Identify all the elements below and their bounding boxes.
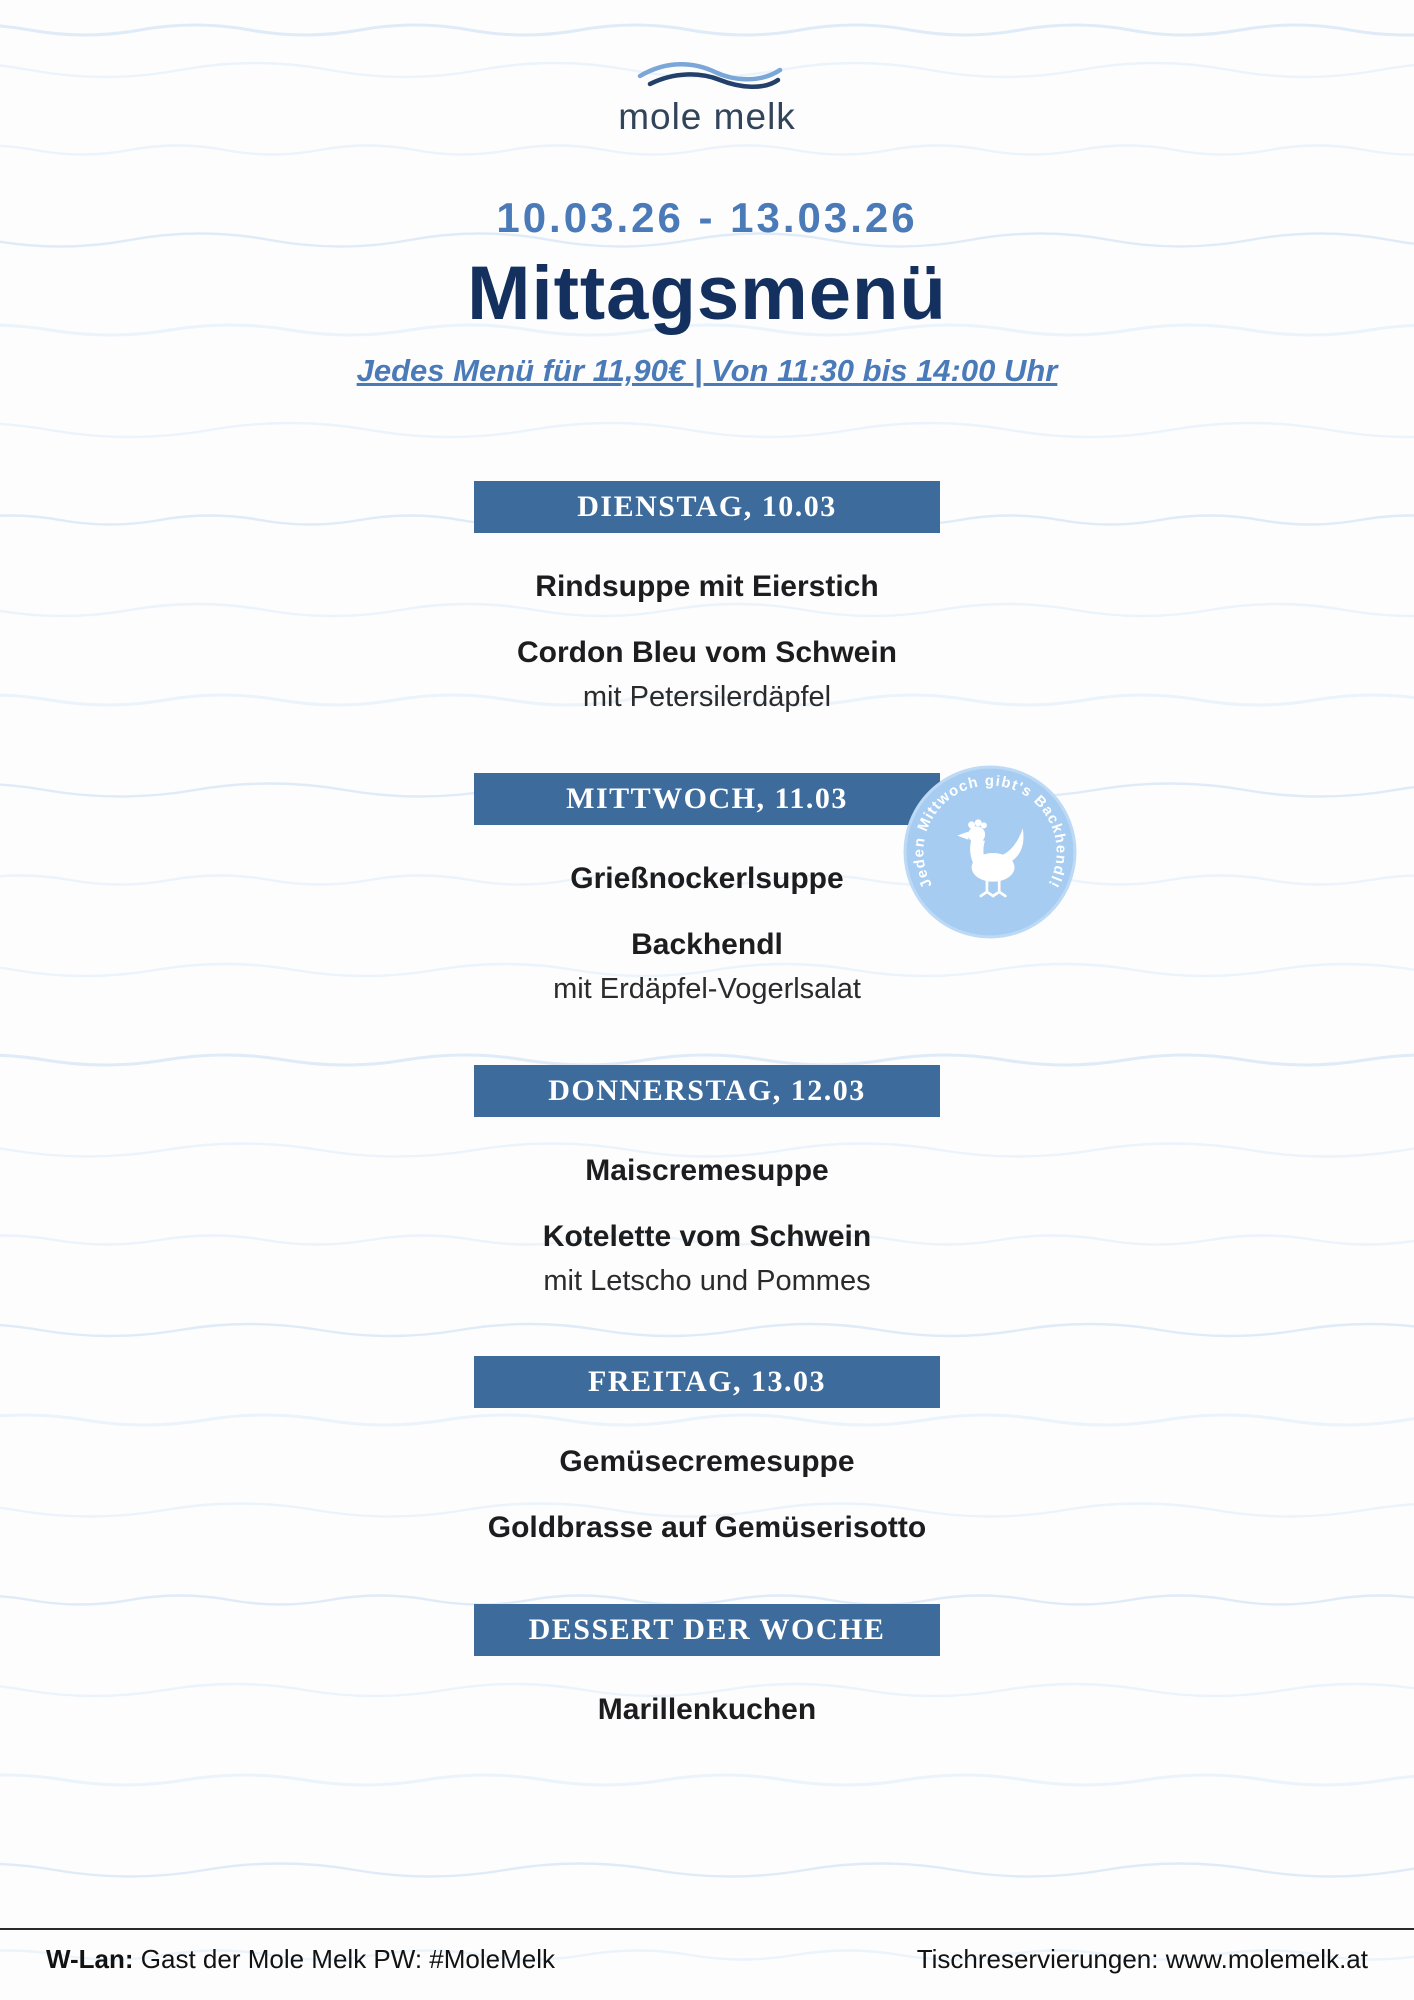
day-header: DIENSTAG, 10.03	[474, 481, 940, 533]
dish-main: Gemüsecremesuppe	[559, 1445, 855, 1479]
dish-main: Goldbrasse auf Gemüserisotto	[487, 1511, 927, 1545]
day-header: DONNERSTAG, 12.03	[474, 1065, 940, 1117]
badge-circular-text: Jeden Mittwoch gibt's Backhendl!	[911, 773, 1069, 891]
dish-main: Marillenkuchen	[597, 1693, 817, 1727]
dish-main: Backhendl	[631, 927, 783, 961]
menu-section	[0, 1356, 1414, 1546]
dish-main: Maiscremesuppe	[585, 1153, 829, 1187]
day-header: FREITAG, 13.03	[474, 1356, 940, 1408]
dish	[0, 1153, 1414, 1189]
dish	[0, 1444, 1414, 1480]
dish	[0, 635, 1414, 715]
date-range: 10.03.26 - 13.03.26	[496, 194, 918, 241]
dish-main: Kotelette vom Schwein	[542, 1219, 872, 1253]
menu-section	[0, 1604, 1414, 1728]
wifi-text: Gast der Mole Melk PW: #MoleMelk	[133, 1944, 555, 1974]
menu-subtitle: Jedes Menü für 11,90€ | Von 11:30 bis 14:00 Uhr	[356, 353, 1058, 388]
dish	[0, 1510, 1414, 1546]
dish	[0, 1219, 1414, 1299]
dish-side: mit Erdäpfel-Vogerlsalat	[553, 972, 861, 1005]
logo-text: mole melk	[618, 96, 796, 137]
logo-waves-icon	[612, 52, 802, 96]
dish	[0, 861, 1414, 897]
page-title: Mittagsmenü	[467, 251, 947, 336]
day-header: DESSERT DER WOCHE	[474, 1604, 940, 1656]
dish	[0, 927, 1414, 1007]
wifi-info	[46, 1944, 555, 1975]
dish-side: mit Petersilerdäpfel	[582, 681, 832, 713]
dish	[0, 1692, 1414, 1728]
weekly-special-badge	[903, 765, 1077, 939]
dish-main: Rindsuppe mit Eierstich	[535, 570, 879, 603]
reservation-info: Tischreservierungen: www.molemelk.at	[916, 1944, 1368, 1974]
dish-main: Grießnockerlsuppe	[570, 861, 844, 895]
day-header: MITTWOCH, 11.03	[474, 773, 940, 825]
footer-divider	[0, 1928, 1414, 1930]
menu-sections	[0, 481, 1414, 1728]
wifi-label: W-Lan:	[46, 1944, 134, 1974]
menu-section	[0, 773, 1414, 1007]
dish-main: Cordon Bleu vom Schwein	[516, 636, 898, 669]
menu-section	[0, 481, 1414, 715]
dish	[0, 569, 1414, 605]
menu-section	[0, 1065, 1414, 1299]
restaurant-logo	[612, 52, 802, 138]
footer	[46, 1944, 1368, 1975]
dish-side: mit Letscho und Pommes	[543, 1264, 871, 1297]
